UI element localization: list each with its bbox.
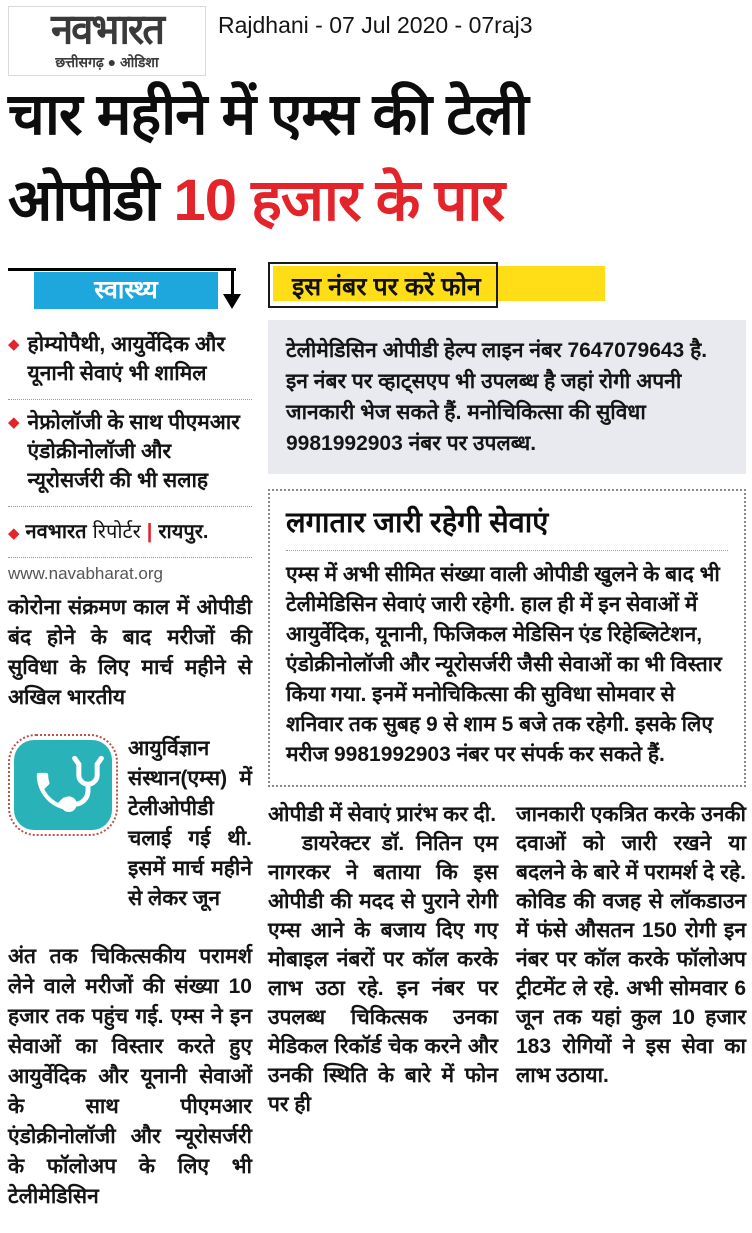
headline-highlight: 10 हजार के पार <box>173 168 505 233</box>
boxed-article-body: एम्स में अभी सीमित संख्या वाली ओपीडी खुलने के बाद भी टेलीमेडिसिन सेवाएं जारी रहेगी. हाल ही में इन सेवाओं में आयुर्वेदिक, यूनानी, फिजिकल मेडिसिन एंड रिहेब्लिटेशन, एंडोक्रीनोलॉजी और न्यूरोसर्जरी जैसी सेवाओं का भी विस्तार किया गया. इनमें मनोचिकित्सा की सुविधा सोमवार से शनिवार तक सुबह 9 से शाम 5 बजे तक रहेगी. इसके लिए मरीज 9981992903 नंबर पर संपर्क कर सकते हैं. <box>286 563 722 766</box>
boxed-article <box>268 489 746 787</box>
diamond-icon: ◆ <box>8 336 20 353</box>
logo-subtitle: छत्तीसगढ़ ● ओडिशा <box>55 54 159 70</box>
headline-line2 <box>8 158 748 244</box>
byline-role: रिपोर्टर <box>92 521 141 543</box>
column-right <box>516 800 746 1119</box>
phone-stethoscope-icon <box>8 734 118 836</box>
main-headline <box>8 72 748 244</box>
article-body <box>8 262 746 1233</box>
article-paragraph: ओपीडी में सेवाएं प्रारंभ कर दी. <box>268 803 497 826</box>
logo-title: नवभारत <box>50 6 164 54</box>
highlight-bullet-2 <box>8 400 252 507</box>
byline-separator: | <box>146 521 153 543</box>
icon-paragraph-row <box>8 734 252 935</box>
section-rule-line <box>8 268 236 271</box>
right-column <box>268 262 746 1233</box>
headline-line2-black: ओपीडी <box>8 168 174 233</box>
website-url: www.navabharat.org <box>8 564 163 583</box>
article-paragraph: आयुर्विज्ञान संस्थान(एम्स) में टेलीओपीडी चलाई गई थी. इसमें मार्च महीने से लेकर जून <box>128 737 252 910</box>
callout-title: इस नंबर पर करें फोन <box>292 273 481 301</box>
boxed-article-title: लगातार जारी रहेगी सेवाएं <box>286 499 728 551</box>
edition-date-line: Rajdhani - 07 Jul 2020 - 07raj3 <box>218 12 533 38</box>
bullet-text: होम्योपैथी, आयुर्वेदिक और यूनानी सेवाएं भी शामिल <box>27 333 225 385</box>
byline <box>8 507 252 558</box>
section-label-health: स्वास्थ्य <box>34 272 218 309</box>
byline-city: रायपुर. <box>158 521 209 543</box>
diamond-icon: ◆ <box>8 414 20 431</box>
article-paragraph: अंत तक चिकित्सकीय परामर्श लेने वाले मरीजों की संख्या 10 हजार तक पहुंच गई. एम्स ने इन सेवाओं का विस्तार करते हुए आयुर्वेदिक और यूनानी सेवाओं के साथ पीएमआर एंडोक्रीनोलॉजी और न्यूरोसर्जरी के फॉलोअप के लिए भी टेलीमेडिसिन <box>8 945 252 1208</box>
diamond-icon: ◆ <box>8 525 20 542</box>
left-column <box>8 262 252 1233</box>
headline-line1: चार महीने में एम्स की टेली <box>8 82 528 147</box>
byline-brand: नवभारत <box>25 521 87 543</box>
section-header <box>8 262 252 314</box>
article-paragraph: कोरोना संक्रमण काल में ओपीडी बंद होने के बाद मरीजों की सुविधा के लिए मार्च महीने से अखिल भारतीय <box>8 596 252 709</box>
helpline-info-box: टेलीमेडिसिन ओपीडी हेल्प लाइन नंबर 7647079643 है. इन नंबर पर व्हाट्सएप भी उपलब्ध है जहां रोगी अपनी जानकारी भेज सकते हैं. मनोचिकित्सा की सुविधा 9981992903 नंबर पर उपलब्ध. <box>268 320 746 474</box>
bottom-text-columns <box>268 800 746 1119</box>
highlight-bullet-1 <box>8 322 252 400</box>
phone-callout-header <box>268 262 746 314</box>
newspaper-logo <box>8 6 206 76</box>
down-arrow-icon <box>223 294 241 309</box>
article-paragraph: डायरेक्टर डॉ. नितिन एम नागरकर ने बताया कि इस ओपीडी की मदद से पुराने रोगी एम्स आने के बजाय दिए गए मोबाइल नंबरों पर कॉल करके लाभ उठा रहे. इन नंबर पर उपलब्ध चिकित्सक उनका मेडिकल रिकॉर्ड चेक करने और उनकी स्थिति के बारे में फोन पर ही <box>268 832 498 1116</box>
arrow-stem <box>231 268 234 294</box>
column-middle <box>268 800 498 1119</box>
article-paragraph: जानकारी एकत्रित करके उनकी दवाओं को जारी रखने या बदलने के बारे में परामर्श दे रहे. कोविड की वजह से लॉकडाउन में फंसे औसतन 150 रोगी इन नंबर पर कॉल करके फॉलोअप ट्रीटमेंट ले रहे. अभी सोमवार 6 जून तक यहां कुल 10 हजार 183 रोगियों ने इस सेवा का लाभ उठाया. <box>516 803 746 1087</box>
bullet-text: नेफ्रोलॉजी के साथ पीएमआर एंडोक्रीनोलॉजी और न्यूरोसर्जरी की भी सलाह <box>27 411 240 492</box>
